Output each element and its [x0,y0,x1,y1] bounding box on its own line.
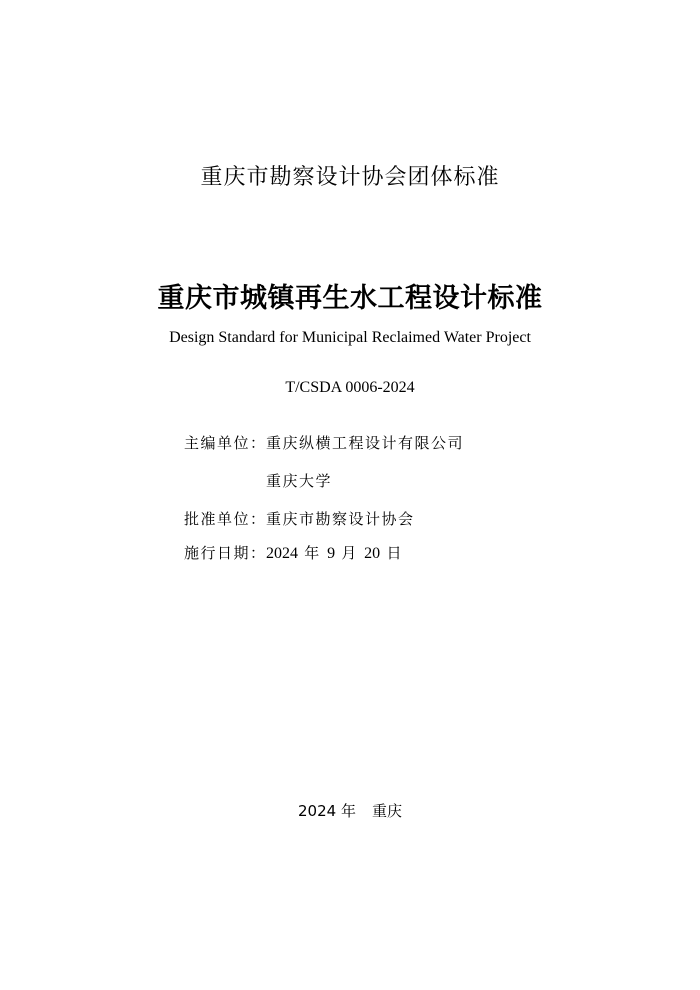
effective-date-row [184,542,403,563]
effective-month: 9 [327,545,336,562]
approval-label: 批准单位： [184,510,267,528]
chief-editor-label: 主编单位： [184,434,267,452]
year-char: 年 [304,544,321,562]
document-title-english: Design Standard for Municipal Reclaimed Water Project [169,329,531,346]
chief-editor-unit-1: 重庆纵横工程设计有限公司 [266,434,465,452]
issuing-organization: 重庆市勘察设计协会团体标准 [200,165,500,190]
publication-footer [0,800,700,821]
day-char: 日 [386,544,403,562]
effective-year: 2024 [266,545,298,562]
effective-day: 20 [364,545,381,562]
approval-unit: 重庆市勘察设计协会 [266,510,415,528]
effective-date-label: 施行日期： [184,544,267,562]
publication-year: 2024 年 [298,802,356,820]
chief-editor-unit-2: 重庆大学 [266,472,333,490]
effective-date-value [266,542,403,563]
approval-row [184,508,415,529]
month-char: 月 [341,544,358,562]
document-title-chinese: 重庆市城镇再生水工程设计标准 [157,283,543,314]
chief-editor-row-2 [184,470,332,491]
publication-city: 重庆 [371,802,402,820]
chief-editor-row [184,432,464,453]
standard-number: T/CSDA 0006-2024 [285,379,415,396]
